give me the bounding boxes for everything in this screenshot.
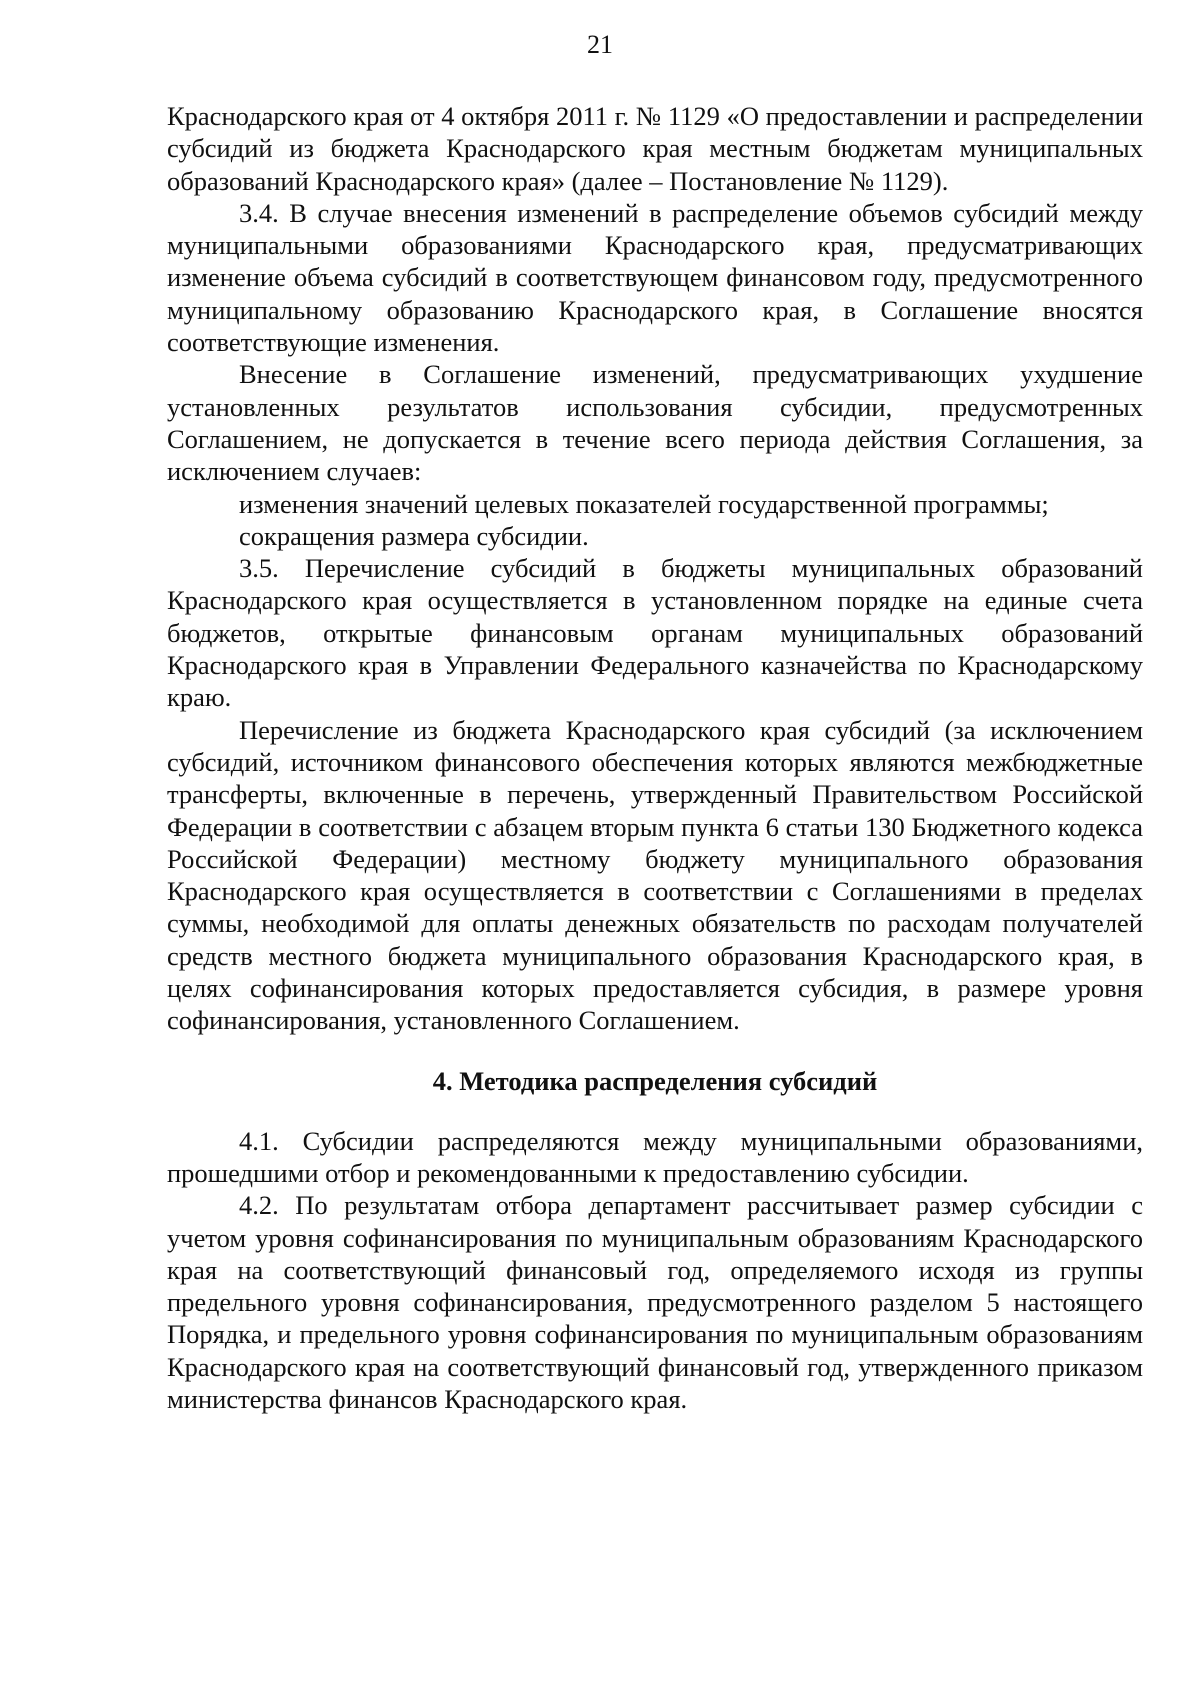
section-heading: 4. Методика распределения субсидий — [432, 1065, 878, 1096]
paragraph-3-5: 3.5. Перечисление субсидий в бюджеты муниципальных образований Краснодарского края осуществляется в установленном порядке на единые счета бюджетов, открытые финансовым органам муниципальных образований Краснодарского края в Управлении Федерального казначейства по Краснодарскому краю. — [167, 553, 1143, 713]
paragraph-transfer-conditions: Перечисление из бюджета Краснодарского края субсидий (за исключением субсидий, источником финансового обеспечения которых являются межбюджетные трансферты, включенные в перечень, утвержденный Правительством Российской Федерации в соответствии с абзацем вторым пункта 6 статьи 130 Бюджетного кодекса Российской Федерации) местному бюджету муниципального образования Краснодарского края осуществляется в соответствии с Соглашениями в пределах суммы, необходимой для оплаты денежных обязательств по расходам получателей средств местного бюджета муниципального образования Краснодарского края, в целях софинансирования которых предоставляется субсидия, в размере уровня софинансирования, установленного Соглашением. — [167, 714, 1143, 1036]
page-number: 21 — [587, 30, 613, 59]
document-body — [167, 100, 1143, 1415]
paragraph-4-1: 4.1. Субсидии распределяются между муниципальными образованиями, прошедшими отбор и рекомендованными к предоставлению субсидии. — [167, 1125, 1143, 1188]
paragraph-3-4: 3.4. В случае внесения изменений в распределение объемов субсидий между муниципальными образованиями Краснодарского края, предусматривающих изменение объема субсидий в соответствующем финансовом году, предусмотренного муниципальному образованию Краснодарского края, в Соглашение вносятся соответствующие изменения. — [167, 197, 1143, 358]
paragraph-agreement-changes: Внесение в Соглашение изменений, предусматривающих ухудшение установленных результатов использования субсидии, предусмотренных Соглашением, не допускается в течение всего периода действия Соглашения, за исключением случаев: — [167, 359, 1143, 487]
paragraph-4-2: 4.2. По результатам отбора департамент рассчитывает размер субсидии с учетом уровня софинансирования по муниципальным образованиям Краснодарского края на соответствующий финансовый год, определяемого исходя из группы предельного уровня софинансирования, предусмотренного разделом 5 настоящего Порядка, и предельного уровня софинансирования по муниципальным образованиям Краснодарского края на соответствующий финансовый год, утвержденного приказом министерства финансов Краснодарского края. — [167, 1190, 1143, 1414]
paragraph-continuation: Краснодарского края от 4 октября 2011 г. № 1129 «О предоставлении и распределении субсидий из бюджета Краснодарского края местным бюджетам муниципальных образований Краснодарского края» (далее – Постановление № 1129). — [167, 101, 1143, 196]
list-item-subsidy-reduction: сокращения размера субсидии. — [239, 520, 589, 551]
list-item-target-indicators: изменения значений целевых показателей государственной программы; — [239, 488, 1049, 519]
